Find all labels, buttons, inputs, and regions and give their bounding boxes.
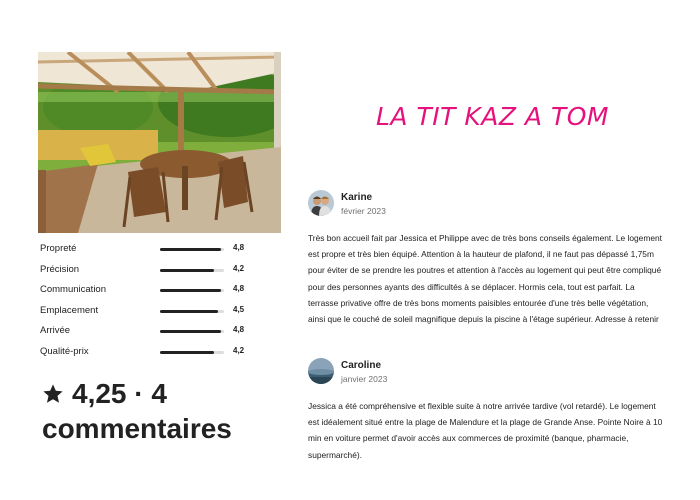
review-date: février 2023	[341, 206, 386, 216]
rating-bar	[160, 330, 224, 333]
review-header	[308, 358, 663, 398]
rating-count: 4,25 · 4	[72, 378, 167, 409]
review-card	[308, 358, 663, 463]
reviewer-name: Caroline	[341, 360, 382, 371]
rating-bar	[160, 289, 224, 292]
avatar	[308, 358, 334, 384]
rating-row-precision	[40, 261, 250, 282]
rating-row-proprete	[40, 240, 250, 261]
rating-label: Arrivée	[40, 325, 71, 336]
rating-value: 4,8	[233, 325, 245, 334]
rating-label: Emplacement	[40, 304, 99, 316]
review-card	[308, 190, 663, 327]
rating-row-qualite-prix	[40, 343, 250, 364]
review-text: Jessica a été compréhensive et flexible suite à notre arrivée tardive (vol retardé). Le logement est idéalement situé entre la plage de Malendure et la plage de Grande Anse. Pointe Noire à 10 min en voiture permet d'avoir accès aux commerces de proximité (banque, pharmacie, supermarché).	[308, 401, 663, 460]
rating-value: 4,2	[233, 263, 245, 273]
rating-label: Qualité-prix	[40, 345, 89, 357]
rating-row-emplacement	[40, 302, 250, 323]
rating-bar-fill	[160, 330, 221, 333]
rating-bar-fill	[160, 351, 214, 354]
rating-bar	[160, 351, 224, 354]
rating-label: Propreté	[40, 243, 77, 254]
rating-bar-fill	[160, 310, 218, 313]
rating-bar	[160, 269, 224, 272]
rating-row-arrivee	[40, 322, 250, 343]
rating-value: 4,2	[233, 345, 245, 355]
ratings-list	[40, 240, 250, 363]
rating-value: 4,8	[233, 284, 245, 293]
rating-bar-fill	[160, 269, 214, 272]
star-icon	[42, 383, 64, 405]
avatar-photo	[308, 358, 334, 384]
rating-value: 4,5	[233, 304, 245, 314]
avatar	[308, 190, 334, 216]
rating-summary-line	[42, 376, 282, 412]
terrace-photo	[38, 52, 281, 233]
listing-title: LA TIT KAZ A TOM	[376, 102, 609, 131]
comments-label: commentaires	[42, 413, 232, 444]
rating-label: Communication	[40, 284, 106, 295]
rating-bar-fill	[160, 248, 221, 251]
rating-value: 4,8	[233, 243, 245, 252]
rating-label: Précision	[40, 263, 80, 275]
listing-photo	[38, 52, 281, 233]
rating-summary	[42, 376, 282, 446]
review-header	[308, 190, 663, 230]
review-text: Très bon accueil fait par Jessica et Philippe avec de très bons conseils également. Le logement est propre et très bien équipé. Attention à la hauteur de plafond, il ne faut pas dépassé 1,75m pour éviter de se prendre les poutres et attention à l'accès au logement qui peut être compliqué pour des personnes ayants des difficultés à se déplacer. Hormis cela, tout est parfait. La terrasse privative offre de très bons moments paisibles entourée d'une très belle végétation, ainsi que le couché de soleil magnifique depuis la piscine à l'étage supérieur. Adresse à retenir	[308, 233, 662, 325]
reviewer-name: Karine	[341, 192, 373, 203]
avatar-photo	[308, 190, 334, 216]
rating-row-communication	[40, 281, 250, 302]
review-date: janvier 2023	[341, 374, 388, 384]
rating-bar	[160, 310, 224, 313]
rating-bar	[160, 248, 224, 251]
rating-bar-fill	[160, 289, 221, 292]
